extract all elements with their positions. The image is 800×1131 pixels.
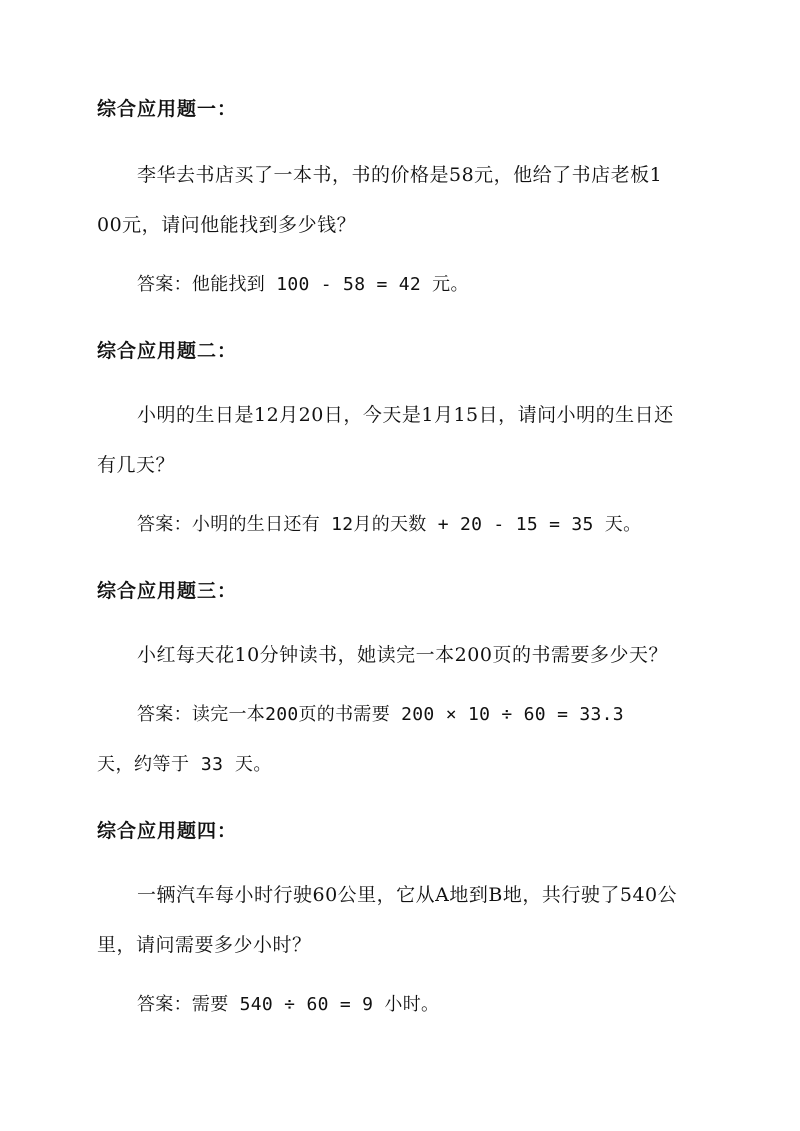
answer-3-line-2: 天，约等于 33 天。 (97, 754, 272, 775)
answer-2-line-1: 答案：小明的生日还有 12月的天数 + 20 - 15 = 35 天。 (137, 514, 642, 535)
question-1-line-2: 00元，请问他能找到多少钱？ (97, 214, 357, 236)
answer-3-line-1: 答案：读完一本200页的书需要 200 × 10 ÷ 60 = 33.3 (137, 704, 624, 725)
question-1-line-1: 李华去书店买了一本书，书的价格是58元，他给了书店老板1 (137, 164, 663, 186)
answer-1-line-1: 答案：他能找到 100 - 58 = 42 元。 (137, 274, 469, 295)
question-3-line-1: 小红每天花10分钟读书，她读完一本200页的书需要多少天？ (137, 644, 668, 666)
section-heading-4: 综合应用题四： (97, 820, 238, 842)
question-4-line-2: 里，请问需要多少小时？ (97, 934, 312, 956)
answer-4-line-1: 答案：需要 540 ÷ 60 = 9 小时。 (137, 994, 440, 1015)
question-2-line-2: 有几天？ (97, 454, 176, 476)
question-4-line-1: 一辆汽车每小时行驶60公里，它从A地到B地，共行驶了540公 (137, 884, 678, 906)
section-heading-2: 综合应用题二： (97, 340, 238, 362)
question-2-line-1: 小明的生日是12月20日，今天是1月15日，请问小明的生日还 (137, 404, 674, 426)
section-heading-3: 综合应用题三： (97, 580, 238, 602)
section-heading-1: 综合应用题一： (97, 98, 238, 120)
